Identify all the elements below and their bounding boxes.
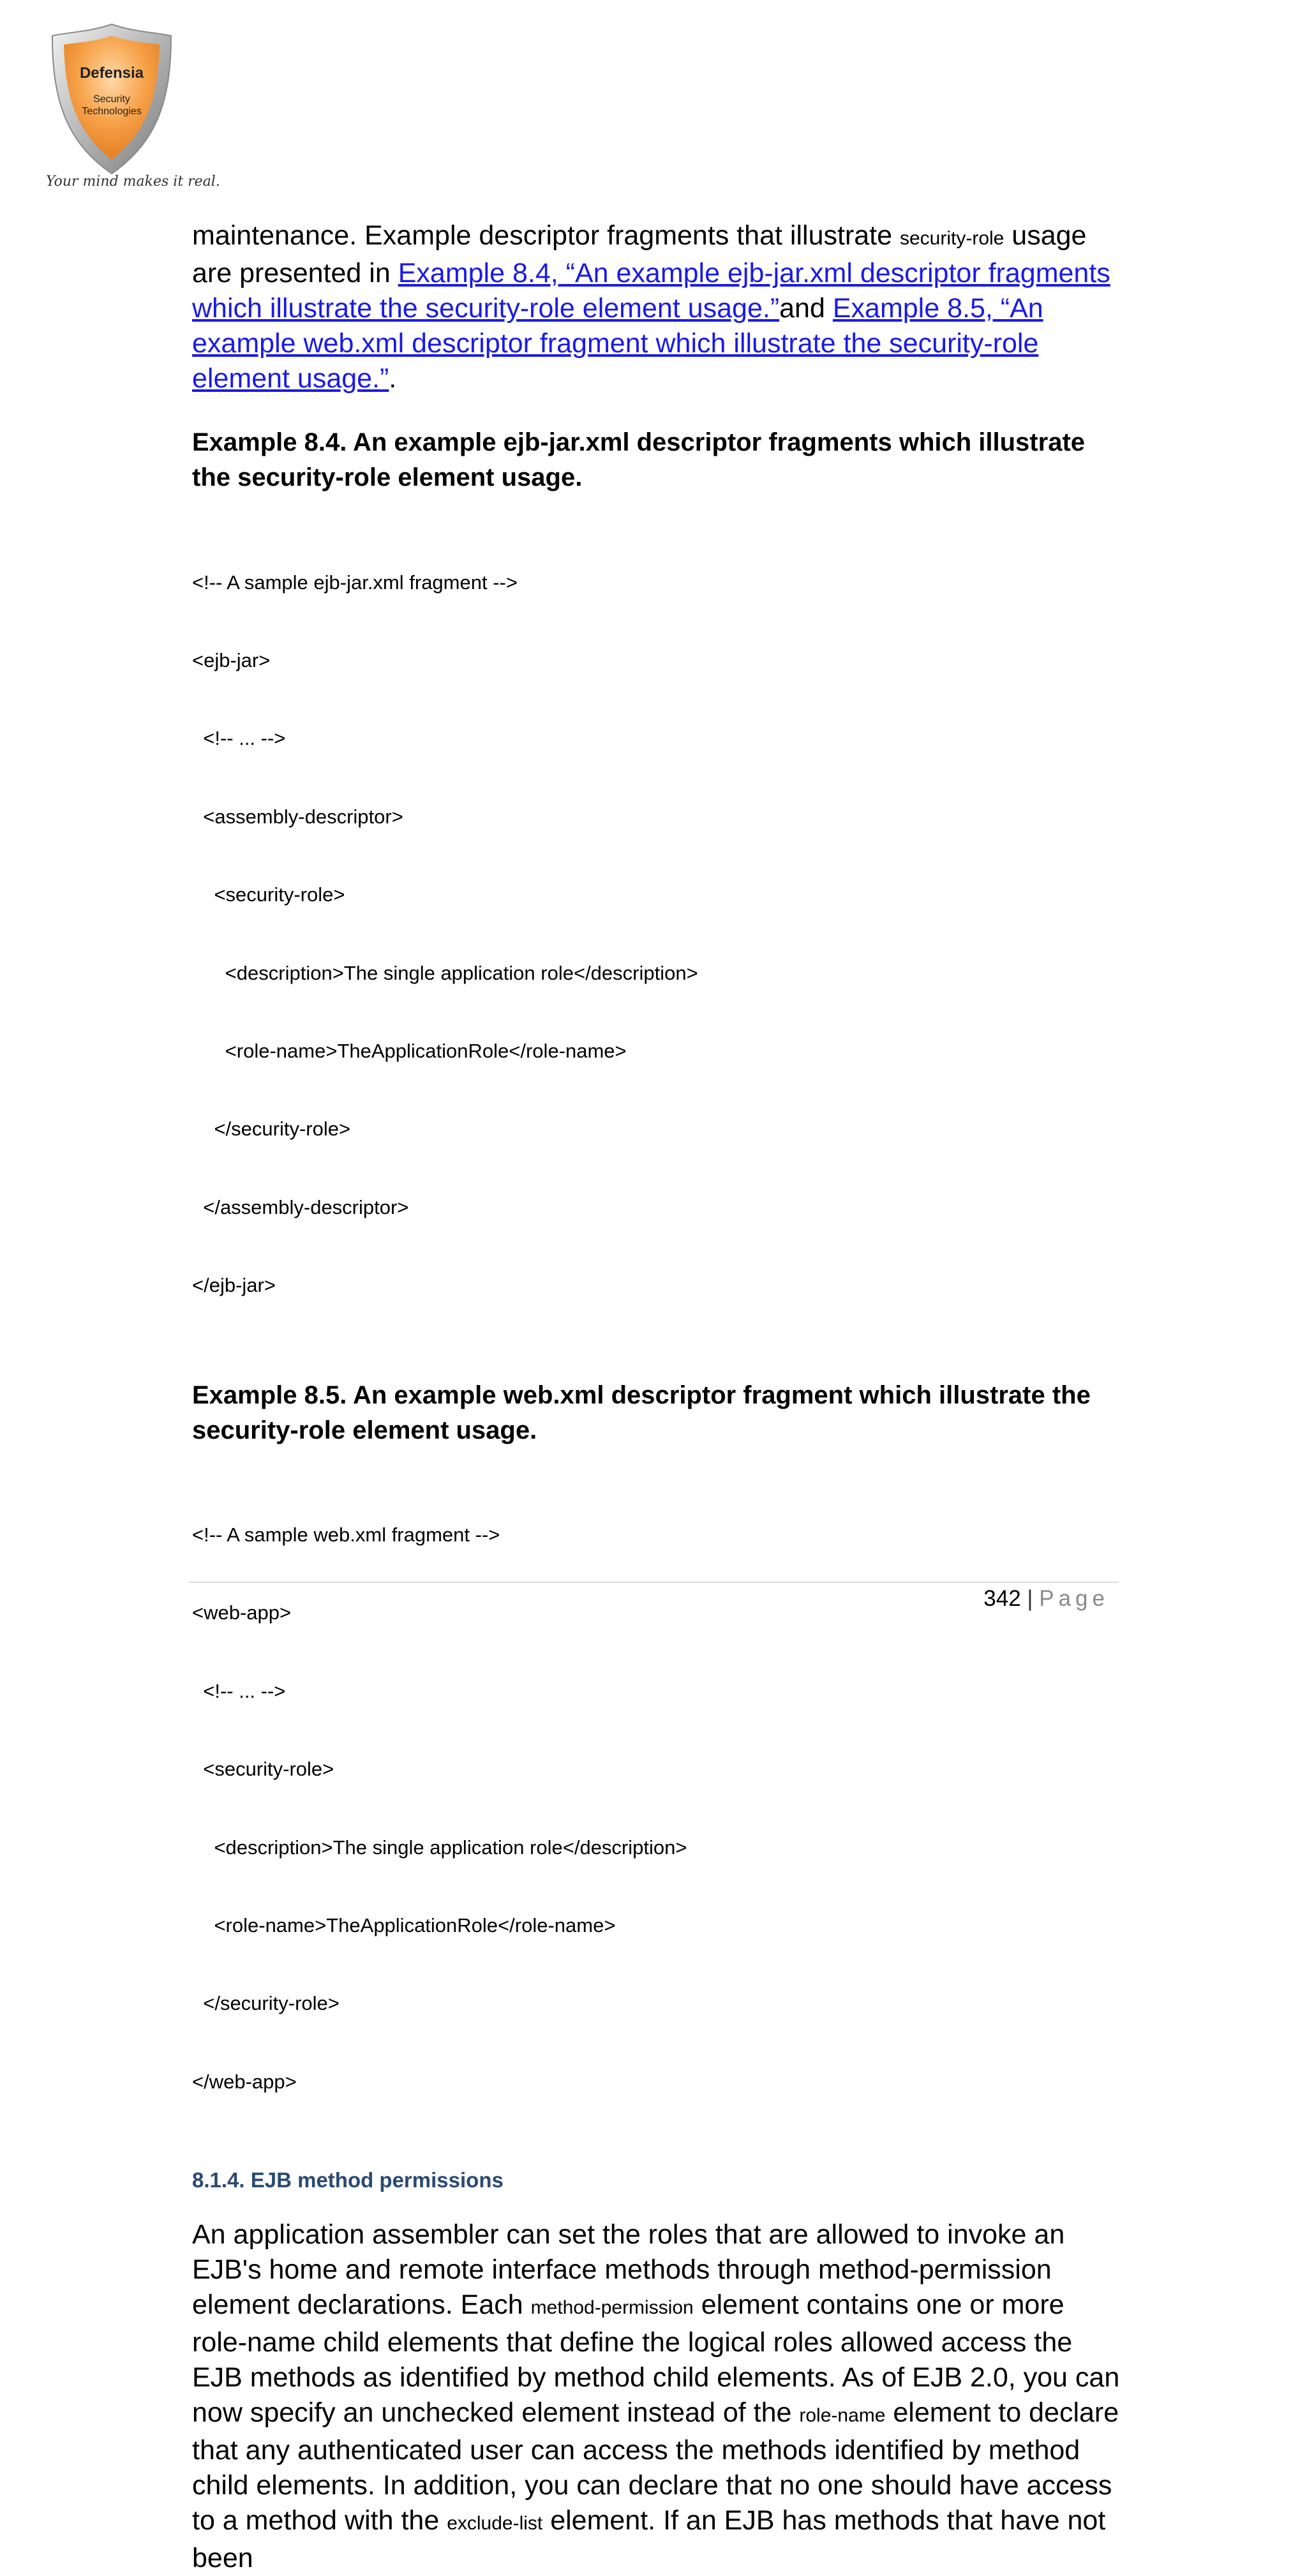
code-line: <security-role> (192, 1758, 334, 1781)
intro-text-1: maintenance. Example descriptor fragments that illustrate (192, 220, 900, 251)
para-text-1: An application assembler can set the roles that are allowed to invoke an EJB's home and remote interface methods through method-permission element declarations. Each (192, 2219, 1065, 2321)
intro-text-2: usage are presented in (192, 220, 1087, 288)
code-line: </web-app> (192, 2070, 297, 2093)
code-line: <!-- A sample ejb-jar.xml fragment --> (192, 571, 518, 594)
para-text-3: element to declare that any authenticated user can access the methods identified by method child elements. In addition, you can declare that no one should have access to a method with the (192, 2397, 1119, 2536)
page-content (192, 218, 1124, 2576)
code-line: <assembly-descriptor> (192, 805, 403, 828)
code-line: <!-- ... --> (192, 727, 286, 750)
code-line: <security-role> (192, 883, 345, 906)
footer-separator: | (1027, 1586, 1033, 1611)
method-permissions-paragraph (192, 2217, 1124, 2576)
example-8-5-title: Example 8.5. An example web.xml descriptor fragment which illustrate the security-role element usage. (192, 1381, 1091, 1444)
intro-text-3: and (779, 293, 833, 324)
link-example-8-4[interactable]: Example 8.4, “An example ejb-jar.xml descriptor fragments which illustrate the security-role element usage.” (192, 258, 1110, 324)
code-line: <!-- A sample web.xml fragment --> (192, 1524, 500, 1546)
logo-tagline: Your mind makes it real. (46, 174, 220, 190)
page-footer (983, 1586, 1109, 1612)
logo-brand-text: Defensia (79, 64, 144, 82)
code-line: <description>The single application role</description> (192, 961, 698, 984)
link-example-8-5[interactable]: Example 8.5, “An example web.xml descriptor fragment which illustrate the security-role element usage.” (192, 293, 1043, 394)
code-line: </ejb-jar> (192, 1274, 276, 1297)
inline-code-exclude-list: exclude-list (447, 2513, 543, 2535)
intro-text-4: . (389, 363, 397, 394)
intro-paragraph (192, 218, 1124, 396)
code-line: <ejb-jar> (192, 648, 271, 671)
code-line: </security-role> (192, 1118, 351, 1141)
code-line: <web-app> (192, 1601, 292, 1624)
code-line: <description>The single application role</description> (192, 1836, 687, 1859)
logo-subtitle-line2: Technologies (82, 106, 142, 117)
page-label: Page (1039, 1586, 1109, 1611)
section-heading: 8.1.4. EJB method permissions (192, 2168, 504, 2192)
code-line: </security-role> (192, 1992, 340, 2015)
inline-code-method-permission: method-permission (530, 2297, 694, 2319)
example-8-5-code (192, 1471, 1124, 2148)
para-text-2: element contains one or more role-name child elements that define the logical roles allowed access the EJB methods as identified by method child elements. As of EJB 2.0, you can now specify an unchecked element instead of the (192, 2289, 1120, 2429)
para-text-4: element. If an EJB has methods that have not been (192, 2505, 1106, 2574)
code-line: <role-name>TheApplicationRole</role-name> (192, 1914, 616, 1937)
inline-code-role-name: role-name (799, 2405, 886, 2427)
example-8-4-code (192, 518, 1124, 1351)
example-8-4-title: Example 8.4. An example ejb-jar.xml descriptor fragments which illustrate the security-role element usage. (192, 428, 1086, 491)
page-number: 342 (983, 1586, 1021, 1611)
footer-divider (189, 1582, 1118, 1583)
inline-code-security-role: security-role (899, 228, 1005, 249)
shield-logo-icon (45, 19, 179, 179)
code-line: <role-name>TheApplicationRole</role-name> (192, 1039, 627, 1062)
logo-subtitle-line1: Security (93, 94, 130, 105)
code-line: <!-- ... --> (192, 1679, 286, 1702)
code-line: </assembly-descriptor> (192, 1195, 409, 1218)
